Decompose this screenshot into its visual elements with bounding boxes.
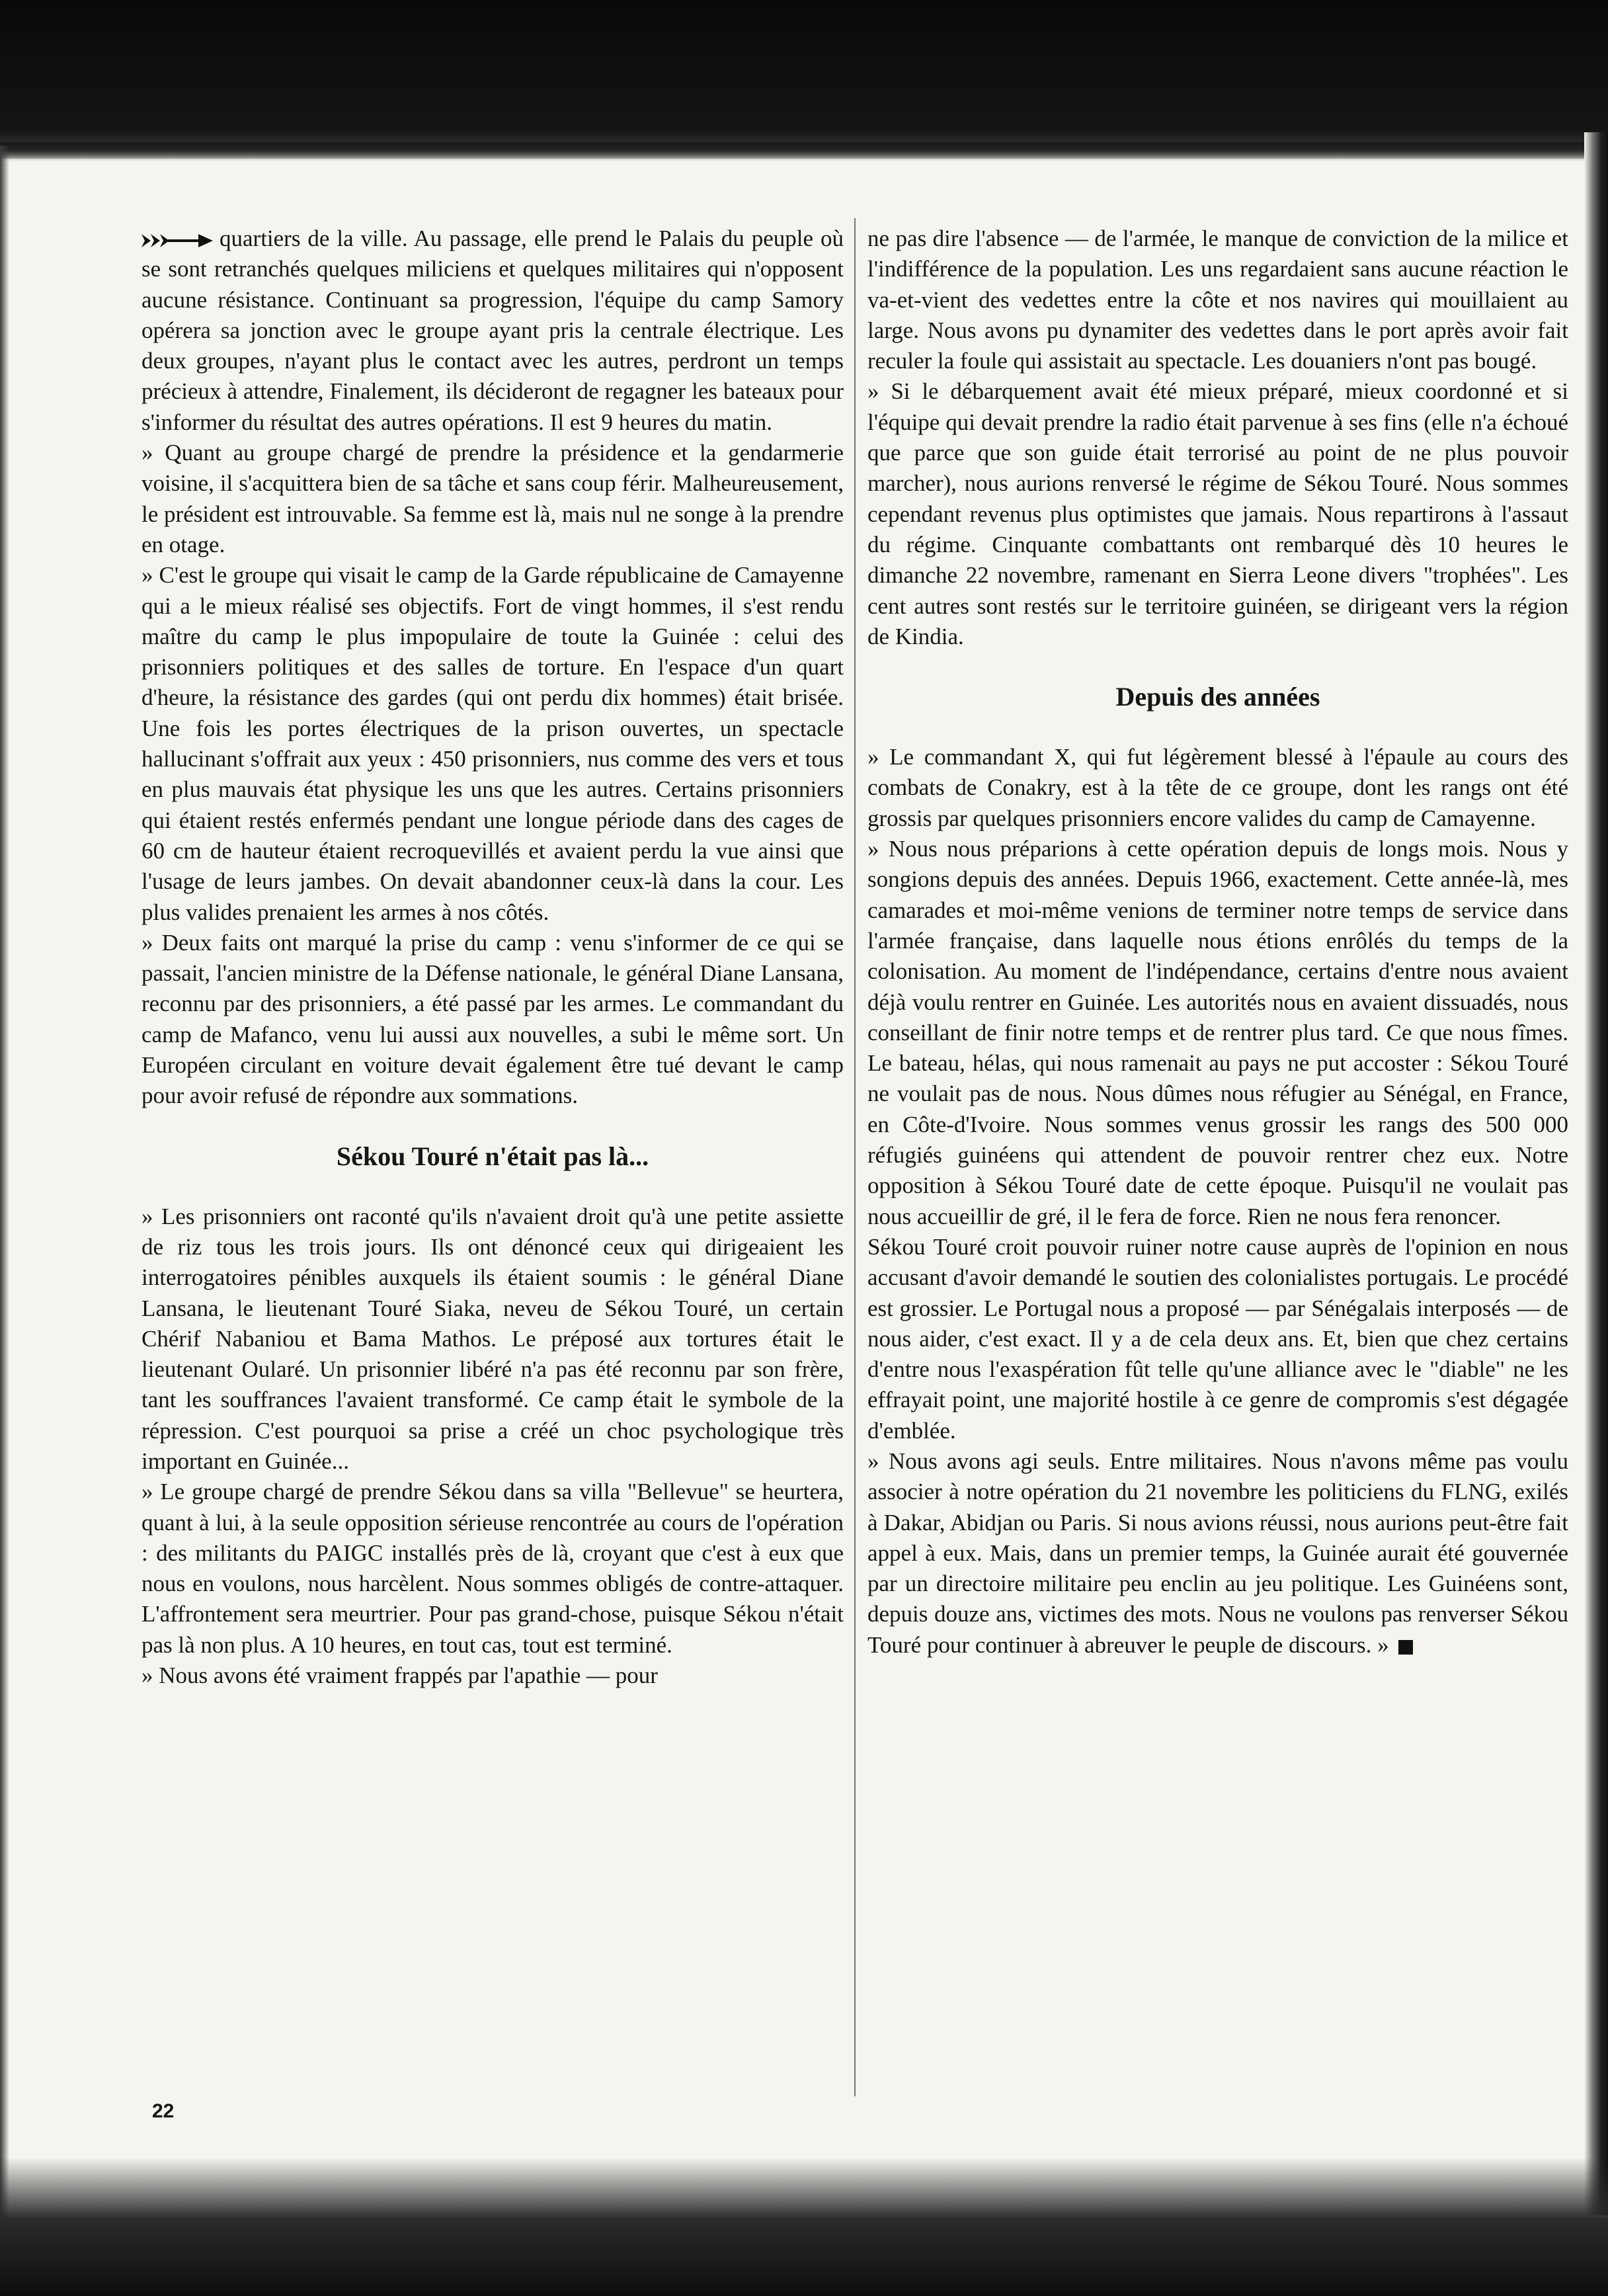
right-paragraph-5: Sékou Touré croit pouvoir ruiner notre cause auprès de l'opinion en nous accusant d'avoir demandé le soutien des colonialistes portugais. Le procédé est grossier. Le Portugal nous a proposé — par Sénégalais interposés — de nous aider, c'est exact. Il y a de cela deux ans. Et, bien que chez certains d'entre nous l'exaspération fût telle qu'une alliance avec le "diable" ne les effrayait point, une majorité hostile à ce genre de compromis s'est dégagée d'emblée.	[867, 1233, 1568, 1444]
right-column	[867, 224, 1568, 1660]
end-of-article-mark	[1398, 1640, 1413, 1655]
left-paragraph-3: » C'est le groupe qui visait le camp de la Garde républicaine de Camayenne qui a le mieux réalisé ses objectifs. Fort de vingt hommes, il s'est rendu maître du camp le plus impopulaire de toute la Guinée : celui des prisonniers politiques et des salles de torture. En l'espace d'un quart d'heure, la résistance des gardes (qui ont perdu dix hommes) était brisée. Une fois les portes électriques de la prison ouvertes, un spectacle hallucinant s'offrait aux yeux : 450 prisonniers, nus comme des vers et tous en plus mauvais état physique les uns que les autres. Certains prisonniers qui étaient restés enfermés pendant une longue période dans des cages de 60 cm de hauteur étaient recroquevillés et avaient perdu la vue ainsi que l'usage de leurs jambes. On devait abandonner ceux-là dans la cour. Les plus valides prenaient les armes à nos côtés.	[141, 562, 844, 925]
right-paragraph-1: ne pas dire l'absence — de l'armée, le manque de conviction de la milice et l'indifférence de la population. Les uns regardaient sans aucune réaction le va-et-vient des vedettes entre la côte et nos navires qui mouillaient au large. Nous avons pu dynamiter des vedettes dans le port après avoir fait reculer la foule qui assistait au spectacle. Les douaniers n'ont pas bougé.	[867, 226, 1568, 374]
left-paragraph-1-text: quartiers de la ville. Au passage, elle prend le Palais du peuple où se sont retranchés quelques miliciens et quelques militaires qui n'opposent aucune résistance. Continuant sa progression, l'équipe du camp Samory opérera sa jonction avec le groupe ayant pris la centrale électrique. Les deux groupes, n'ayant plus le contact avec les autres, perdront un temps précieux à attendre, Finalement, ils décideront de regagner les bateaux pour s'informer du résultat des autres opérations. Il est 9 heures du matin.	[141, 226, 844, 435]
right-paragraph-6	[867, 1446, 1568, 1660]
right-paragraph-4: » Nous nous préparions à cette opération depuis de longs mois. Nous y songions depuis des années. Depuis 1966, exactement. Cette année-là, mes camarades et moi-même venions de terminer notre temps de service dans l'armée française, dans laquelle nous étions enrôlés du temps de la colonisation. Au moment de l'indépendance, certains d'entre nous avaient déjà voulu rentrer en Guinée. Les autorités nous en avaient dissuadés, nous conseillant de finir notre temps et de rentrer plus tard. Ce que nous fîmes. Le bateau, hélas, qui nous ramenait au pays ne put accoster : Sékou Touré ne voulait pas de nous. Nous dûmes nous réfugier au Sénégal, en France, en Côte-d'Ivoire. Nous sommes venus grossir les rangs des 500 000 réfugiés guinéens qui attendent de pouvoir rentrer chez eux. Notre opposition à Sékou Touré date de cette époque. Puisqu'il ne voulait pas nous accueillir de gré, il le fera de force. Rien ne nous fera renoncer.	[867, 836, 1568, 1229]
scan-left-edge	[0, 145, 9, 2262]
right-paragraph-3: » Le commandant X, qui fut légèrement blessé à l'épaule au cours des combats de Conakry, est à la tête de ce groupe, dont les rangs ont été grossis par quelques prisonniers encore valides du camp de Camayenne.	[867, 744, 1568, 831]
section-heading-depuis-des-annees: Depuis des années	[1115, 682, 1320, 712]
left-column	[141, 224, 844, 1691]
scan-top-shadow	[0, 0, 1608, 159]
left-paragraph-5: » Les prisonniers ont raconté qu'ils n'avaient droit qu'à une petite assiette de riz tous les trois jours. Ils ont dénoncé ceux qui dirigeaient les interrogatoires pénibles auxquels ils étaient soumis : le général Diane Lansana, le lieutenant Touré Siaka, neveu de Sékou Touré, un certain Chérif Nabaniou et Bama Mathos. Le préposé aux tortures était le lieutenant Oularé. Un prisonnier libéré n'a pas été reconnu par son frère, tant les souffrances l'avaient transformé. Ce camp était le symbole de la répression. C'est pourquoi sa prise a créé un choc psychologique très important en Guinée...	[141, 1203, 844, 1474]
left-paragraph-4: » Deux faits ont marqué la prise du camp : venu s'informer de ce qui se passait, l'ancien ministre de la Défense nationale, le général Diane Lansana, reconnu par des prisonniers, a été passé par les armes. Le commandant du camp de Mafanco, venu lui aussi aux nouvelles, a subi le même sort. Un Européen circulant en voiture devait également être tué devant le camp pour avoir refusé de répondre aux sommations.	[141, 929, 844, 1109]
left-paragraph-7: » Nous avons été vraiment frappés par l'apathie — pour	[141, 1662, 658, 1689]
column-divider	[854, 218, 856, 2096]
left-paragraph-2: » Quant au groupe chargé de prendre la présidence et la gendarmerie voisine, il s'acquittera bien de sa tâche et sans coup férir. Malheureusement, le président est introuvable. Sa femme est là, mais nul ne songe à la prendre en otage.	[141, 440, 844, 557]
left-paragraph-1	[141, 224, 844, 438]
left-paragraph-6: » Le groupe chargé de prendre Sékou dans sa villa "Bellevue" se heurtera, quant à lui, à la seule opposition sérieuse rencontrée au cours de l'opération : des militants du PAIGC installés près de là, croyant que c'est à eux que nous en voulons, nous harcèlent. Nous sommes obligés de contre-attaquer. L'affrontement sera meurtrier. Pour pas grand-chose, puisque Sékou n'était pas là non plus. A 10 heures, en tout cas, tout est terminé.	[141, 1479, 844, 1658]
right-paragraph-6-text: » Nous avons agi seuls. Entre militaires. Nous n'avons même pas voulu associer à notre opération du 21 novembre les politiciens du FLNG, exilés à Dakar, Abidjan ou Paris. Si nous avions réussi, nous aurions peut-être fait appel à eux. Mais, dans un premier temps, la Guinée aurait été gouvernée par un directoire militaire peu enclin au jeu politique. Les Guinéens sont, depuis douze ans, victimes des mots. Nous ne voulons pas renverser Sékou Touré pour continuer à abreuver le peuple de discours. »	[867, 1448, 1568, 1658]
scan-right-edge	[1584, 132, 1608, 2215]
right-paragraph-2: » Si le débarquement avait été mieux préparé, mieux coordonné et si l'équipe qui devait prendre la radio était parvenue à ses fins (elle n'a échoué que parce que son guide était terrorisé au point de ne plus pouvoir marcher), nous aurions renversé le régime de Sékou Touré. Nous sommes cependant revenus plus optimistes que jamais. Nous repartirons à l'assaut du régime. Cinquante combattants ont rembarqué dès 10 heures le dimanche 22 novembre, ramenant en Sierra Leone divers "trophées". Les cent autres sont restés sur le territoire guinéen, se dirigeant vers la région de Kindia.	[867, 378, 1568, 649]
continuation-arrow-icon	[141, 233, 214, 249]
section-heading-sekou-toure: Sékou Touré n'était pas là...	[336, 1141, 649, 1171]
scan-bottom-shadow	[0, 2157, 1608, 2296]
page-number: 22	[152, 2100, 175, 2122]
